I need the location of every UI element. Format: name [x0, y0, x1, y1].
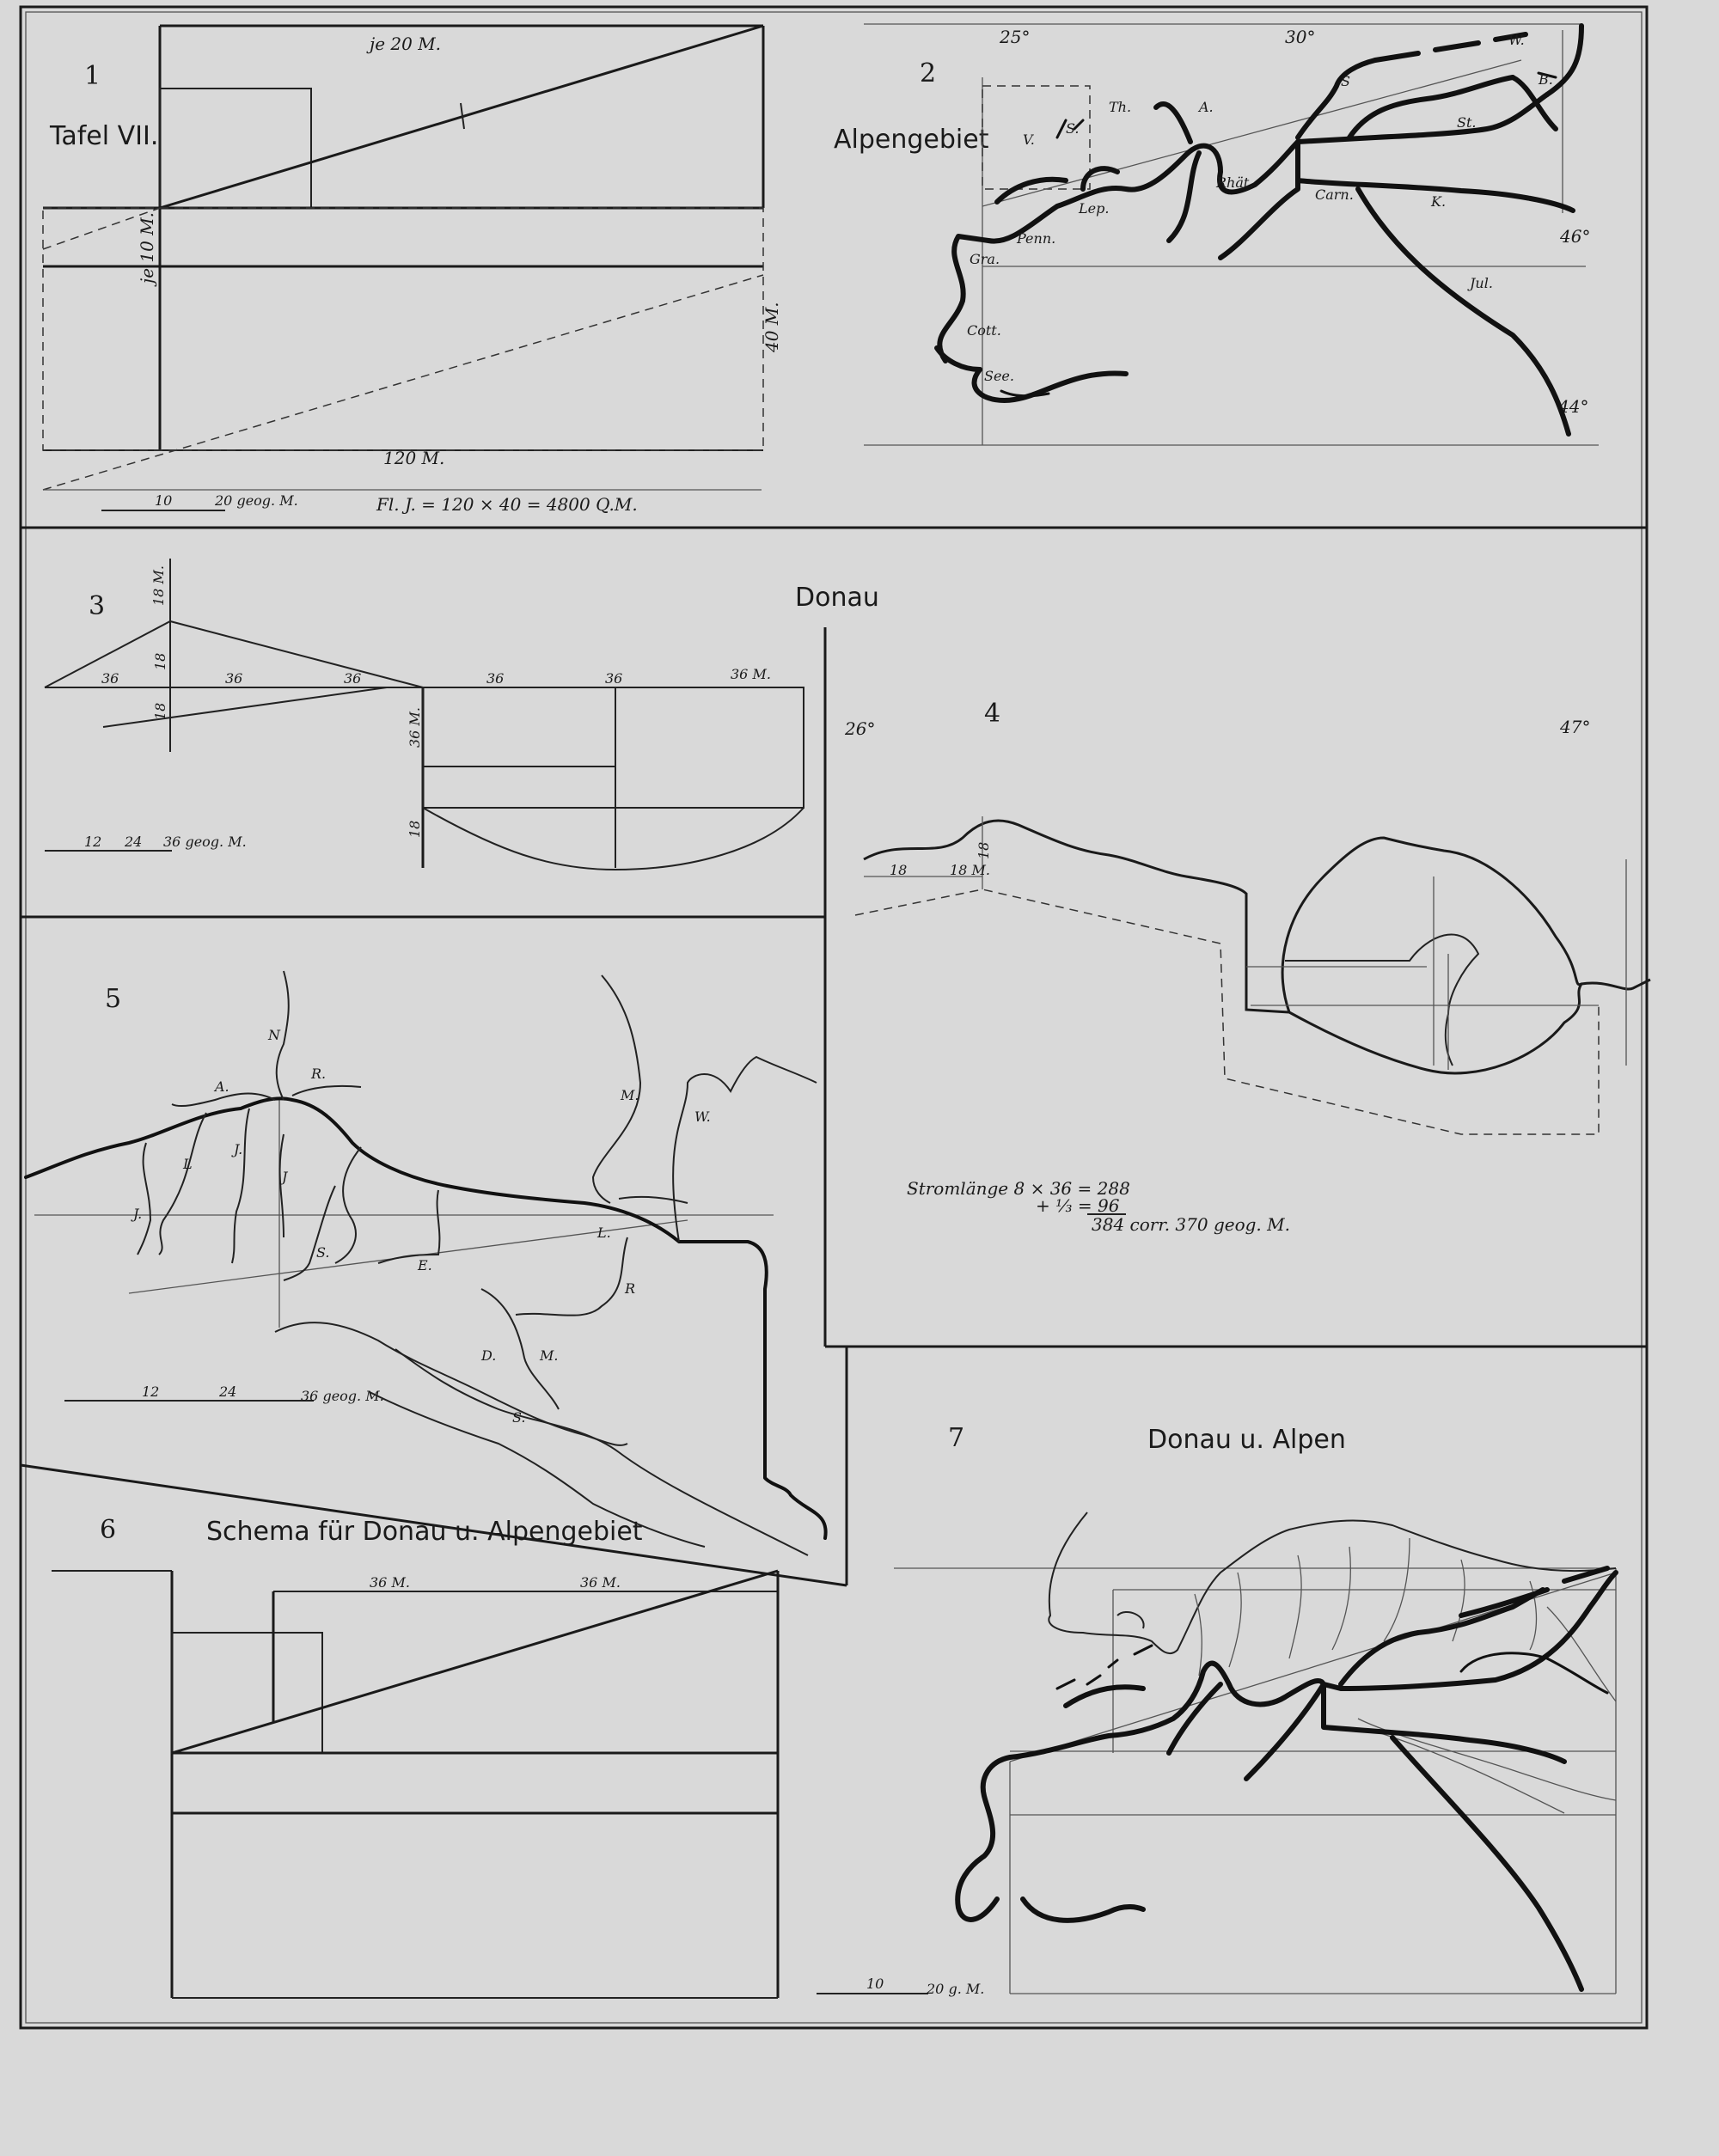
fig6-top-unit-2: 36 M. — [580, 1574, 621, 1591]
fig3-unit-6: 36 M. — [731, 666, 771, 682]
fig5-scale-24: 24 — [219, 1383, 237, 1400]
fig3-unit-2: 36 — [225, 670, 243, 687]
fig3-unit-4: 36 — [486, 670, 505, 687]
fig5-label-j3: J. — [133, 1206, 143, 1222]
fig5-number: 5 — [105, 984, 122, 1014]
fig5-label-m1: M. — [621, 1087, 639, 1103]
fig3-scale-24: 24 — [125, 834, 143, 850]
fig2-label-s: S. — [1066, 120, 1080, 137]
fig5-scale-12: 12 — [142, 1383, 160, 1400]
fig2-number: 2 — [920, 58, 937, 89]
fig4-stromlaenge-2: + ⅓ = 96 — [1036, 1195, 1120, 1216]
fig2-label-gra: Gra. — [970, 251, 1000, 267]
fig1-number: 1 — [84, 61, 101, 91]
fig2-label-st: St. — [1457, 114, 1477, 131]
fig4-stromlaenge-1: Stromlänge 8 × 36 = 288 — [907, 1178, 1130, 1199]
tafel-label: Tafel VII. — [50, 121, 159, 151]
fig3-vert-18a: 18 — [152, 652, 168, 670]
fig1-scale-10: 10 — [155, 492, 173, 509]
fig2-label-see: See. — [984, 368, 1014, 384]
fig2-label-k: K. — [1431, 193, 1447, 210]
fig2-title: Alpengebiet — [834, 125, 989, 155]
fig4-stromlaenge-3: 384 corr. 370 geog. M. — [1092, 1214, 1290, 1235]
fig5-label-d: D. — [481, 1347, 497, 1364]
fig2-label-w: W. — [1508, 32, 1525, 48]
fig5-label-m2: M. — [540, 1347, 559, 1364]
fig4-unit-18a: 18 — [890, 862, 908, 878]
fig1-bottom-unit: 120 M. — [383, 448, 445, 468]
fig4-lon-47: 47° — [1560, 717, 1591, 737]
fig2-label-rhaet: Rhät. — [1216, 174, 1254, 191]
fig4-unit-18m: 18 M. — [950, 862, 990, 878]
fig5-label-a: A. — [215, 1078, 229, 1095]
fig2-label-v: V. — [1023, 131, 1035, 148]
fig5-scale-36: 36 geog. M. — [301, 1388, 384, 1404]
fig2-label-b: B. — [1539, 71, 1553, 88]
fig2-lat-46: 46° — [1560, 226, 1591, 247]
fig3-vert-36: 36 M. — [407, 707, 423, 748]
fig1-right-unit: 40 M. — [762, 302, 782, 352]
fig2-label-jul: Jul. — [1470, 275, 1493, 291]
fig6-top-unit-1: 36 M. — [370, 1574, 410, 1591]
fig1-side-unit: je 10 M. — [137, 211, 157, 284]
fig3-scale-12: 12 — [84, 834, 102, 850]
fig6-title: Schema für Donau u. Alpengebiet — [206, 1517, 643, 1547]
fig2-label-th: Th. — [1109, 99, 1132, 115]
fig3-vert-18b: 18 — [152, 702, 168, 720]
fig7-title: Donau u. Alpen — [1147, 1425, 1346, 1455]
fig3-unit-3: 36 — [344, 670, 362, 687]
fig2-label-a: A. — [1199, 99, 1214, 115]
fig5-label-s1: S. — [316, 1244, 330, 1261]
fig2-label-carn: Carn. — [1315, 186, 1354, 203]
donau-title: Donau — [795, 583, 879, 613]
fig2-lon-30: 30° — [1285, 27, 1316, 47]
fig5-label-n: N — [268, 1027, 280, 1043]
fig1-top-unit: je 20 M. — [370, 34, 442, 54]
fig1-formula: Fl. J. = 120 × 40 = 4800 Q.M. — [376, 494, 638, 515]
fig4-unit-18b: 18 — [976, 841, 992, 859]
fig3-unit-1: 36 — [101, 670, 119, 687]
fig7-scale-10: 10 — [866, 1976, 884, 1992]
fig1-scale-20: 20 geog. M. — [215, 492, 298, 509]
fig2-label-cott: Cott. — [967, 322, 1001, 339]
fig7-number: 7 — [948, 1423, 965, 1453]
fig5-label-e: E. — [418, 1257, 432, 1273]
fig4-number: 4 — [984, 699, 1001, 729]
fig2-lat-44: 44° — [1558, 396, 1589, 417]
fig2-label-lep: Lep. — [1079, 200, 1110, 217]
fig2-label-s-upper: S — [1341, 73, 1350, 89]
fig3-unit-5: 36 — [605, 670, 623, 687]
fig2-label-penn: Penn. — [1017, 230, 1056, 247]
fig2-lon-25: 25° — [1000, 27, 1031, 47]
fig7-scale-20: 20 g. M. — [927, 1981, 985, 1997]
fig5-label-j1: J. — [234, 1141, 243, 1157]
fig5-label-r2: R — [625, 1280, 636, 1297]
fig5-label-s2: S. — [512, 1409, 526, 1426]
fig5-label-l: L — [183, 1156, 193, 1172]
fig3-top-unit: 18 M. — [150, 565, 167, 606]
fig3-number: 3 — [89, 591, 106, 621]
fig5-label-l2: L. — [597, 1225, 611, 1241]
fig5-label-r-top: R. — [311, 1066, 327, 1082]
fig6-number: 6 — [100, 1515, 117, 1545]
fig5-label-w: W. — [694, 1109, 711, 1125]
fig5-label-j2: J — [282, 1169, 288, 1185]
fig3-vert-18c: 18 — [407, 820, 423, 838]
fig3-scale-36: 36 geog. M. — [163, 834, 247, 850]
fig4-lon-26: 26° — [845, 718, 876, 739]
